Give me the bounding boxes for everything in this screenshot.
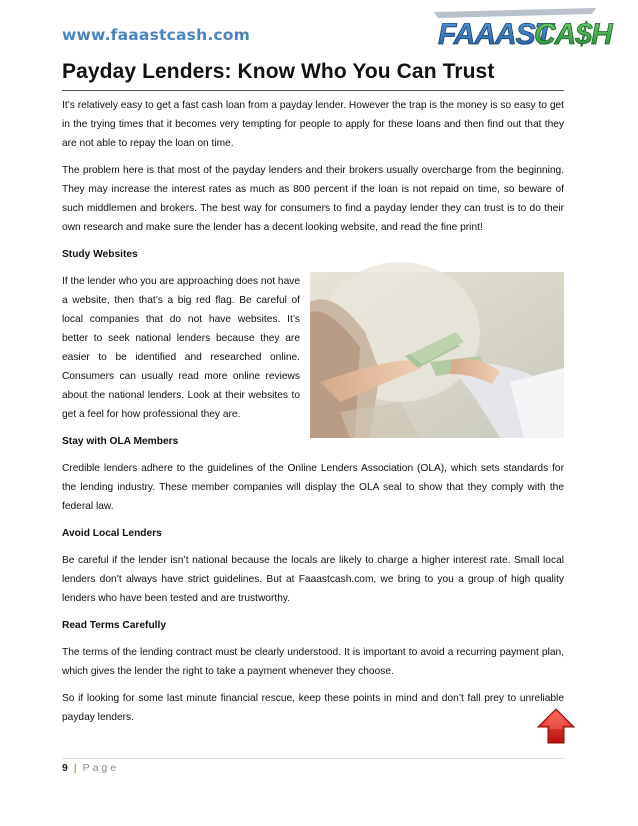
red-up-arrow-icon[interactable]	[536, 707, 576, 745]
footer-divider	[62, 758, 564, 759]
footer-separator: |	[73, 762, 77, 774]
site-url[interactable]: www.faaastcash.com	[62, 26, 250, 44]
heading-study-websites: Study Websites	[62, 249, 138, 260]
avoid-local-lenders-text: Be careful if the lender isn’t national because the locals are likely to charge a higher interest rate. Small local lenders don’t always have strict guidelines. But at Faaastcash.com, we bring to you a group of high quality lenders who have been tested and are trustworthy.	[62, 555, 564, 604]
closing-paragraph: So if looking for some last minute financial rescue, keep these points in mind and don’t fall prey to unreliable payday lenders.	[62, 693, 564, 723]
intro-paragraph-2: The problem here is that most of the payday lenders and their brokers usually overcharge from the beginning. They may increase the interest rates as much as 800 percent if the loan is not repaid on time, so beware of such middlemen and brokers. The best way for consumers to find a payday lender they can trust is to do their own research and make sure the lender has a decent looking website, and read the fine print!	[62, 165, 564, 233]
page-label: Page	[82, 762, 120, 774]
heading-stay-with-ola: Stay with OLA Members	[62, 436, 179, 447]
heading-read-terms: Read Terms Carefully	[62, 620, 166, 631]
intro-paragraph-1: It’s relatively easy to get a fast cash loan from a payday lender. However the trap is the money is so easy to get in the trying times that it becomes very tempting for people to apply for these loans and then find out that they are not able to repay the loan on time.	[62, 100, 564, 149]
faaastcash-logo	[430, 4, 612, 54]
page-footer	[62, 762, 119, 774]
page-title: Payday Lenders: Know Who You Can Trust	[62, 60, 495, 83]
cash-handover-photo	[310, 272, 564, 438]
title-divider	[62, 90, 564, 91]
page-number: 9	[62, 762, 68, 774]
svg-text:FAAAST: FAAAST	[438, 18, 552, 51]
study-websites-text: If the lender who you are approaching does not have a website, then that’s a big red flag. Be careful of local companies that do not have websites. It’s better to seek national lenders because they are easier to be identified and researched online. Consumers can usually read more online reviews about the national lenders. Look at their websites to get a feel for how professional they are.	[62, 276, 300, 420]
read-terms-text: The terms of the lending contract must be clearly understood. It is important to avoid a recurring payment plan, which gives the lender the right to take a payment whenever they choose.	[62, 647, 564, 677]
svg-text:CA$H: CA$H	[534, 18, 612, 51]
ola-members-text: Credible lenders adhere to the guidelines of the Online Lenders Association (OLA), which sets standards for the lending industry. These member companies will display the OLA seal to show that they comply with the federal law.	[62, 463, 564, 512]
heading-avoid-local-lenders: Avoid Local Lenders	[62, 528, 162, 539]
article-body	[62, 96, 564, 735]
